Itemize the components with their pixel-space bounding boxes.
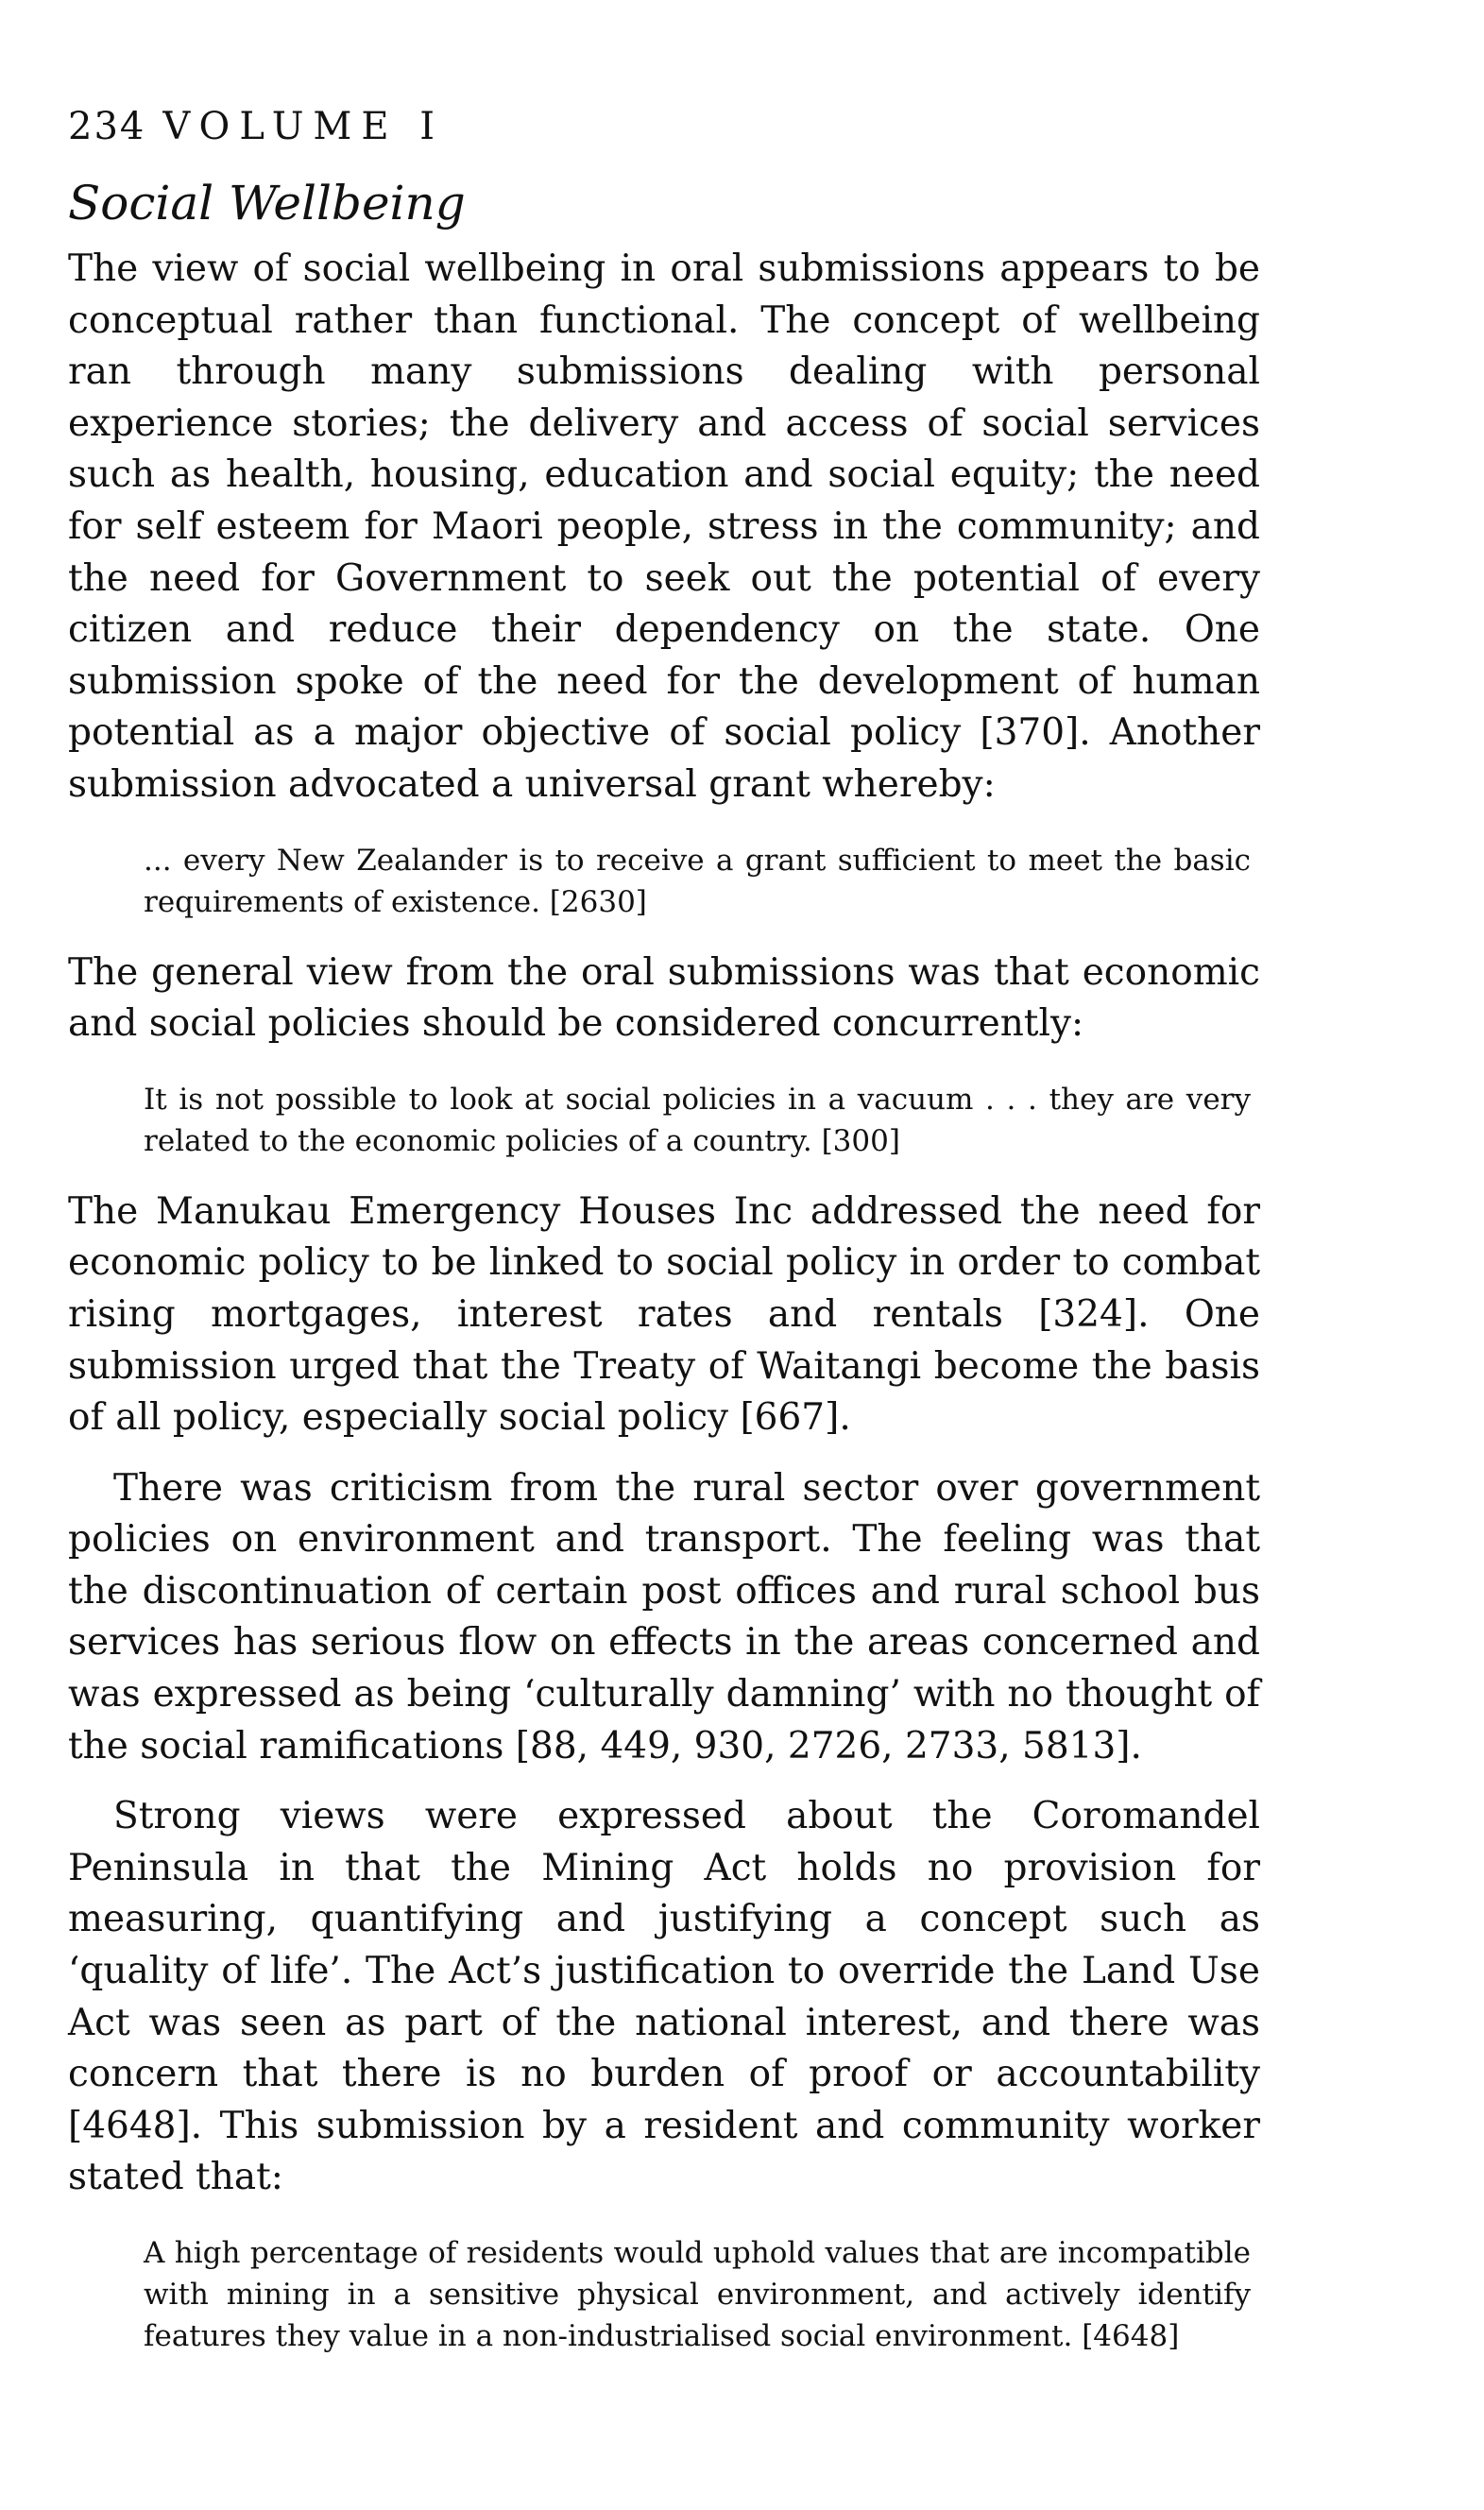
body-paragraph-1: The view of social wellbeing in oral submissions appears to be conceptual rather than functional. The concept of wellbeing ran through many submissions dealing with personal experience stories; the delivery and access of social services such as health, housing, education and social equity; the need for self esteem for Maori people, stress in the community; and the need for Government to seek out the potential of every citizen and reduce their dependency on the state. One submission spoke of the need for the development of human potential as a major objective of social policy [370]. Another submission advocated a universal grant whereby: xyxy=(68,248,1260,806)
volume-label: VOLUME I xyxy=(162,105,445,148)
running-head xyxy=(68,102,1260,151)
document-page xyxy=(68,102,1260,2357)
block-quote-2: It is not possible to look at social policies in a vacuum . . . they are very related to the economic policies of a country. [300] xyxy=(144,1082,1251,1158)
page-number: 234 xyxy=(68,105,146,148)
section-title: Social Wellbeing xyxy=(68,176,466,231)
block-quote-1: ... every New Zealander is to receive a grant sufficient to meet the basic requirements of existence. [2630] xyxy=(144,843,1251,919)
body-paragraph-5: Strong views were expressed about the Coromandel Peninsula in that the Mining Act holds no provision for measuring, quantifying and justifying a concept such as ‘quality of life’. The Act’s justification to override the Land Use Act was seen as part of the national interest, and there was concern that there is no burden of proof or accountability [4648]. This submission by a resident and community worker stated that: xyxy=(68,1795,1260,2199)
body-paragraph-4: There was criticism from the rural sector over government policies on environment and transport. The feeling was that the discontinuation of certain post offices and rural school bus services has serious flow on effects in the areas concerned and was expressed as being ‘culturally damning’ with no thought of the social ramifications [88, 449, 930, 2726, 2733, 5813]. xyxy=(68,1466,1260,1767)
body-paragraph-3: The Manukau Emergency Houses Inc addressed the need for economic policy to be linked to social policy in order to combat rising mortgages, interest rates and rentals [324]. One submission urged that the Treaty of Waitangi become the basis of all policy, especially social policy [667]. xyxy=(68,1189,1260,1440)
block-quote-3: A high percentage of residents would uphold values that are incompatible with mining in a sensitive physical environment, and actively identify features they value in a non-industrialised social environment. [4648] xyxy=(144,2236,1251,2353)
body-paragraph-2: The general view from the oral submissions was that economic and social policies should be considered concurrently: xyxy=(68,950,1260,1046)
